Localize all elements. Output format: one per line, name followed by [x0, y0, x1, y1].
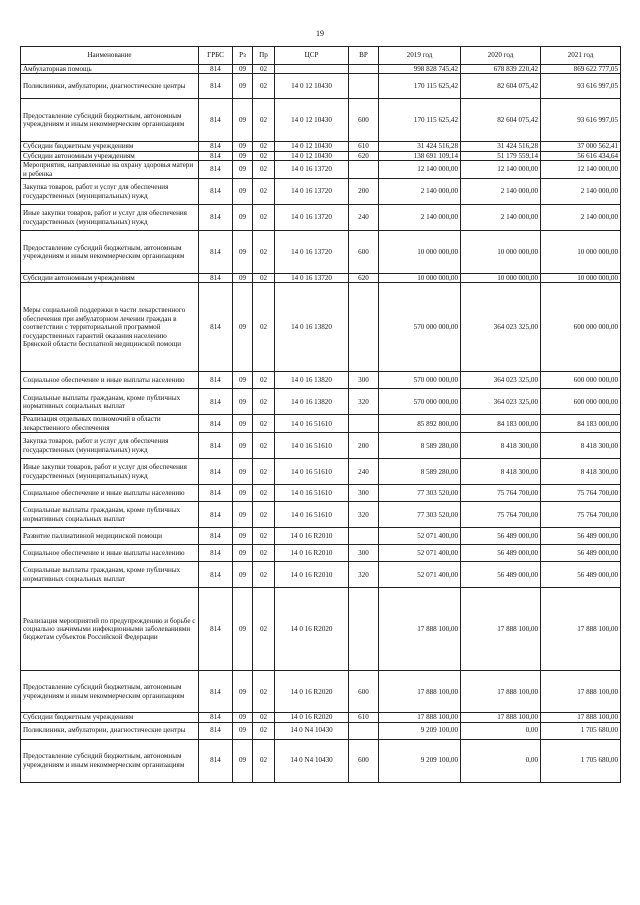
row-name: Реализация отдельных полномочий в области лекарственного обеспечения: [21, 415, 199, 433]
row-2019: 52 071 400,00: [379, 528, 461, 545]
table-row: [21, 739, 621, 782]
row-2021: 75 764 700,00: [541, 485, 621, 502]
row-rz: 09: [233, 433, 253, 459]
row-name: Закупка товаров, работ и услуг для обеспечения государственных (муниципальных) нужд: [21, 179, 199, 205]
table-row: [21, 562, 621, 588]
row-grbs: 814: [199, 722, 233, 739]
row-2021: 84 183 000,00: [541, 415, 621, 433]
row-2019: 570 000 000,00: [379, 283, 461, 372]
table-row: [21, 588, 621, 671]
row-vr: [349, 415, 379, 433]
row-2021: 56 616 434,64: [541, 151, 621, 160]
row-csr: 14 0 16 13820: [275, 372, 349, 389]
table-row: [21, 528, 621, 545]
row-2020: 12 140 000,00: [461, 161, 541, 179]
table-row: [21, 274, 621, 283]
row-grbs: 814: [199, 65, 233, 74]
row-csr: 14 0 N4 10430: [275, 739, 349, 782]
row-grbs: 814: [199, 372, 233, 389]
table-row: [21, 485, 621, 502]
row-name: Мероприятия, направленные на охрану здоровья матери и ребенка: [21, 161, 199, 179]
row-name: Амбулаторная помощь: [21, 65, 199, 74]
row-2021: 17 888 100,00: [541, 671, 621, 713]
row-rz: 09: [233, 142, 253, 151]
row-csr: 14 0 16 R2020: [275, 588, 349, 671]
row-2019: 9 209 100,00: [379, 722, 461, 739]
row-pr: 02: [253, 528, 275, 545]
row-rz: 09: [233, 562, 253, 588]
table-row: [21, 389, 621, 415]
row-rz: 09: [233, 389, 253, 415]
row-vr: 620: [349, 151, 379, 160]
row-2020: 8 418 300,00: [461, 433, 541, 459]
row-vr: 300: [349, 372, 379, 389]
row-2020: 2 140 000,00: [461, 205, 541, 231]
row-2021: 869 622 777,05: [541, 65, 621, 74]
row-2021: 93 616 997,05: [541, 74, 621, 99]
row-pr: 02: [253, 459, 275, 485]
row-2019: 170 115 625,42: [379, 74, 461, 99]
row-vr: 620: [349, 274, 379, 283]
row-vr: 600: [349, 739, 379, 782]
row-2021: 600 000 000,00: [541, 372, 621, 389]
row-2021: 1 705 680,00: [541, 722, 621, 739]
row-name: Иные закупки товаров, работ и услуг для обеспечения государственных (муниципальных) нужд: [21, 205, 199, 231]
row-2019: 8 589 280,00: [379, 459, 461, 485]
row-name: Иные закупки товаров, работ и услуг для обеспечения государственных (муниципальных) нужд: [21, 459, 199, 485]
row-rz: 09: [233, 231, 253, 274]
row-rz: 09: [233, 502, 253, 528]
row-rz: 09: [233, 65, 253, 74]
row-rz: 09: [233, 545, 253, 562]
row-rz: 09: [233, 372, 253, 389]
row-name: Меры социальной поддержки в части лекарственного обеспечения при амбулаторном лечении граждан в соответствии с территориальной программой государственных гарантий оказания населению Брянской области бесплатной медицинской помощи: [21, 283, 199, 372]
row-name: Социальные выплаты гражданам, кроме публичных нормативных социальных выплат: [21, 389, 199, 415]
row-grbs: 814: [199, 274, 233, 283]
row-csr: 14 0 16 R2010: [275, 545, 349, 562]
row-csr: 14 0 12 10430: [275, 99, 349, 142]
row-grbs: 814: [199, 415, 233, 433]
row-grbs: 814: [199, 433, 233, 459]
row-grbs: 814: [199, 151, 233, 160]
row-2021: 12 140 000,00: [541, 161, 621, 179]
row-2020: 0,00: [461, 722, 541, 739]
row-rz: 09: [233, 722, 253, 739]
row-grbs: 814: [199, 179, 233, 205]
table-row: [21, 372, 621, 389]
row-2020: 0,00: [461, 739, 541, 782]
row-2020: 75 764 700,00: [461, 485, 541, 502]
row-2019: 17 888 100,00: [379, 588, 461, 671]
row-2019: 17 888 100,00: [379, 671, 461, 713]
table-row: [21, 433, 621, 459]
row-csr: 14 0 12 10430: [275, 151, 349, 160]
table-row: [21, 283, 621, 372]
row-rz: 09: [233, 283, 253, 372]
row-csr: [275, 65, 349, 74]
row-grbs: 814: [199, 459, 233, 485]
row-vr: [349, 528, 379, 545]
row-rz: 09: [233, 161, 253, 179]
row-vr: 320: [349, 562, 379, 588]
row-vr: [349, 161, 379, 179]
row-rz: 09: [233, 713, 253, 722]
row-2021: 8 418 300,00: [541, 459, 621, 485]
row-pr: 02: [253, 142, 275, 151]
row-2020: 678 839 220,42: [461, 65, 541, 74]
row-vr: 320: [349, 389, 379, 415]
row-csr: 14 0 16 R2010: [275, 562, 349, 588]
row-vr: 200: [349, 433, 379, 459]
row-pr: 02: [253, 502, 275, 528]
row-pr: 02: [253, 372, 275, 389]
row-csr: 14 0 16 13720: [275, 179, 349, 205]
row-2020: 364 023 325,00: [461, 372, 541, 389]
row-pr: 02: [253, 161, 275, 179]
row-rz: 09: [233, 179, 253, 205]
row-name: Субсидии автономным учреждениям: [21, 274, 199, 283]
row-2020: 75 764 700,00: [461, 502, 541, 528]
row-2021: 2 140 000,00: [541, 179, 621, 205]
row-csr: 14 0 16 13720: [275, 274, 349, 283]
table-row: [21, 671, 621, 713]
row-csr: 14 0 16 13720: [275, 231, 349, 274]
row-rz: 09: [233, 415, 253, 433]
row-2019: 77 303 520,00: [379, 485, 461, 502]
row-pr: 02: [253, 74, 275, 99]
row-rz: 09: [233, 151, 253, 160]
row-name: Закупка товаров, работ и услуг для обеспечения государственных (муниципальных) нужд: [21, 433, 199, 459]
row-csr: 14 0 16 51610: [275, 433, 349, 459]
row-grbs: 814: [199, 389, 233, 415]
row-pr: 02: [253, 562, 275, 588]
table-row: [21, 545, 621, 562]
table-row: [21, 74, 621, 99]
row-pr: 02: [253, 231, 275, 274]
row-2020: 364 023 325,00: [461, 389, 541, 415]
row-vr: 240: [349, 205, 379, 231]
table-row: [21, 65, 621, 74]
row-pr: 02: [253, 205, 275, 231]
row-rz: 09: [233, 485, 253, 502]
row-name: Субсидии автономным учреждениям: [21, 151, 199, 160]
row-grbs: 814: [199, 588, 233, 671]
row-pr: 02: [253, 179, 275, 205]
row-pr: 02: [253, 588, 275, 671]
row-2020: 17 888 100,00: [461, 713, 541, 722]
row-pr: 02: [253, 545, 275, 562]
row-grbs: 814: [199, 528, 233, 545]
row-pr: 02: [253, 65, 275, 74]
row-grbs: 814: [199, 283, 233, 372]
header-rz: Рз: [233, 47, 253, 65]
row-2020: 2 140 000,00: [461, 179, 541, 205]
row-rz: 09: [233, 528, 253, 545]
row-name: Поликлиники, амбулатории, диагностические центры: [21, 722, 199, 739]
row-name: Социальное обеспечение и иные выплаты населению: [21, 485, 199, 502]
row-name: Субсидии бюджетным учреждениям: [21, 142, 199, 151]
table-row: [21, 415, 621, 433]
row-grbs: 814: [199, 74, 233, 99]
row-2020: 17 888 100,00: [461, 588, 541, 671]
row-rz: 09: [233, 274, 253, 283]
row-name: Предоставление субсидий бюджетным, автономным учреждениям и иным некоммерческим организациям: [21, 99, 199, 142]
row-2021: 17 888 100,00: [541, 588, 621, 671]
row-2019: 170 115 625,42: [379, 99, 461, 142]
row-2020: 17 888 100,00: [461, 671, 541, 713]
row-2021: 37 000 562,41: [541, 142, 621, 151]
row-pr: 02: [253, 713, 275, 722]
row-name: Социальное обеспечение и иные выплаты населению: [21, 545, 199, 562]
row-rz: 09: [233, 205, 253, 231]
row-2019: 85 892 800,00: [379, 415, 461, 433]
row-pr: 02: [253, 283, 275, 372]
row-name: Социальные выплаты гражданам, кроме публичных нормативных социальных выплат: [21, 502, 199, 528]
table-row: [21, 179, 621, 205]
row-pr: 02: [253, 415, 275, 433]
row-vr: 200: [349, 179, 379, 205]
row-csr: 14 0 16 51610: [275, 415, 349, 433]
row-name: Развитие паллиативной медицинской помощи: [21, 528, 199, 545]
row-pr: 02: [253, 389, 275, 415]
row-pr: 02: [253, 485, 275, 502]
row-csr: 14 0 N4 10430: [275, 722, 349, 739]
table-row: [21, 713, 621, 722]
row-2020: 8 418 300,00: [461, 459, 541, 485]
row-vr: [349, 65, 379, 74]
row-name: Предоставление субсидий бюджетным, автономным учреждениям и иным некоммерческим организациям: [21, 739, 199, 782]
row-vr: 610: [349, 713, 379, 722]
row-csr: 14 0 16 R2010: [275, 528, 349, 545]
row-2019: 52 071 400,00: [379, 545, 461, 562]
row-pr: 02: [253, 739, 275, 782]
row-grbs: 814: [199, 205, 233, 231]
header-vr: ВР: [349, 47, 379, 65]
row-csr: 14 0 16 13820: [275, 283, 349, 372]
row-csr: 14 0 12 10430: [275, 142, 349, 151]
row-name: Социальное обеспечение и иные выплаты населению: [21, 372, 199, 389]
budget-table: [20, 46, 621, 783]
row-2019: 9 209 100,00: [379, 739, 461, 782]
row-rz: 09: [233, 99, 253, 142]
row-vr: 300: [349, 545, 379, 562]
row-2021: 56 489 000,00: [541, 562, 621, 588]
row-vr: [349, 588, 379, 671]
row-rz: 09: [233, 739, 253, 782]
row-grbs: 814: [199, 562, 233, 588]
row-name: Поликлиники, амбулатории, диагностические центры: [21, 74, 199, 99]
row-2019: 2 140 000,00: [379, 205, 461, 231]
row-pr: 02: [253, 722, 275, 739]
row-pr: 02: [253, 151, 275, 160]
row-2021: 56 489 000,00: [541, 528, 621, 545]
row-grbs: 814: [199, 485, 233, 502]
row-csr: 14 0 12 10430: [275, 74, 349, 99]
row-vr: 240: [349, 459, 379, 485]
row-vr: 610: [349, 142, 379, 151]
row-2019: 17 888 100,00: [379, 713, 461, 722]
row-2020: 56 489 000,00: [461, 562, 541, 588]
row-vr: [349, 722, 379, 739]
row-csr: 14 0 16 13820: [275, 389, 349, 415]
row-2020: 84 183 000,00: [461, 415, 541, 433]
row-2020: 10 000 000,00: [461, 231, 541, 274]
header-2020: 2020 год: [461, 47, 541, 65]
row-2019: 10 000 000,00: [379, 231, 461, 274]
row-csr: 14 0 16 51610: [275, 459, 349, 485]
row-2021: 17 888 100,00: [541, 713, 621, 722]
row-2021: 93 616 997,05: [541, 99, 621, 142]
page-number: 19: [316, 29, 324, 38]
header-pr: Пр: [253, 47, 275, 65]
row-csr: 14 0 16 R2020: [275, 713, 349, 722]
row-grbs: 814: [199, 161, 233, 179]
row-csr: 14 0 16 51610: [275, 485, 349, 502]
table-row: [21, 459, 621, 485]
row-2019: 2 140 000,00: [379, 179, 461, 205]
row-rz: 09: [233, 459, 253, 485]
row-2019: 570 000 000,00: [379, 389, 461, 415]
table-row: [21, 142, 621, 151]
row-csr: 14 0 16 R2020: [275, 671, 349, 713]
table-header-row: [21, 47, 621, 65]
header-2019: 2019 год: [379, 47, 461, 65]
row-2019: 12 140 000,00: [379, 161, 461, 179]
row-grbs: 814: [199, 739, 233, 782]
row-2020: 10 000 000,00: [461, 274, 541, 283]
row-2020: 31 424 516,28: [461, 142, 541, 151]
row-vr: 320: [349, 502, 379, 528]
row-2020: 51 179 559,14: [461, 151, 541, 160]
row-name: Субсидии бюджетным учреждениям: [21, 713, 199, 722]
row-2019: 10 000 000,00: [379, 274, 461, 283]
table-row: [21, 231, 621, 274]
row-grbs: 814: [199, 545, 233, 562]
row-2020: 56 489 000,00: [461, 545, 541, 562]
row-rz: 09: [233, 588, 253, 671]
row-2020: 82 604 075,42: [461, 74, 541, 99]
row-grbs: 814: [199, 671, 233, 713]
table-body: [21, 65, 621, 783]
row-2020: 364 023 325,00: [461, 283, 541, 372]
header-csr: ЦСР: [275, 47, 349, 65]
row-2019: 570 000 000,00: [379, 372, 461, 389]
table-row: [21, 502, 621, 528]
row-vr: 300: [349, 485, 379, 502]
row-2019: 31 424 516,28: [379, 142, 461, 151]
row-2019: 8 589 280,00: [379, 433, 461, 459]
row-2019: 77 303 520,00: [379, 502, 461, 528]
table-row: [21, 99, 621, 142]
header-name: Наименование: [21, 47, 199, 65]
row-name: Реализация мероприятий по предупреждению и борьбе с социально значимыми инфекционными заболеваниями бюджетам субъектов Российской Федерации: [21, 588, 199, 671]
table-row: [21, 722, 621, 739]
row-pr: 02: [253, 671, 275, 713]
row-pr: 02: [253, 99, 275, 142]
row-grbs: 814: [199, 502, 233, 528]
row-grbs: 814: [199, 99, 233, 142]
row-2021: 10 000 000,00: [541, 231, 621, 274]
row-vr: 600: [349, 99, 379, 142]
row-2021: 56 489 000,00: [541, 545, 621, 562]
row-2020: 82 604 075,42: [461, 99, 541, 142]
row-grbs: 814: [199, 713, 233, 722]
header-grbs: ГРБС: [199, 47, 233, 65]
row-rz: 09: [233, 671, 253, 713]
row-csr: 14 0 16 13720: [275, 161, 349, 179]
row-rz: 09: [233, 74, 253, 99]
row-2020: 56 489 000,00: [461, 528, 541, 545]
row-csr: 14 0 16 51610: [275, 502, 349, 528]
row-2021: 1 705 680,00: [541, 739, 621, 782]
row-2021: 75 764 700,00: [541, 502, 621, 528]
row-2019: 52 071 400,00: [379, 562, 461, 588]
row-name: Социальные выплаты гражданам, кроме публичных нормативных социальных выплат: [21, 562, 199, 588]
row-csr: 14 0 16 13720: [275, 205, 349, 231]
row-vr: 600: [349, 231, 379, 274]
row-2021: 8 418 300,00: [541, 433, 621, 459]
row-2021: 2 140 000,00: [541, 205, 621, 231]
row-grbs: 814: [199, 231, 233, 274]
header-2021: 2021 год: [541, 47, 621, 65]
row-grbs: 814: [199, 142, 233, 151]
row-2021: 10 000 000,00: [541, 274, 621, 283]
row-pr: 02: [253, 274, 275, 283]
row-name: Предоставление субсидий бюджетным, автономным учреждениям и иным некоммерческим организациям: [21, 231, 199, 274]
row-2019: 998 828 745,42: [379, 65, 461, 74]
row-2021: 600 000 000,00: [541, 389, 621, 415]
table-row: [21, 151, 621, 160]
row-2019: 138 691 109,14: [379, 151, 461, 160]
row-vr: [349, 74, 379, 99]
row-pr: 02: [253, 433, 275, 459]
row-vr: [349, 283, 379, 372]
row-2021: 600 000 000,00: [541, 283, 621, 372]
row-name: Предоставление субсидий бюджетным, автономным учреждениям и иным некоммерческим организациям: [21, 671, 199, 713]
table-row: [21, 205, 621, 231]
row-vr: 600: [349, 671, 379, 713]
table-row: [21, 161, 621, 179]
